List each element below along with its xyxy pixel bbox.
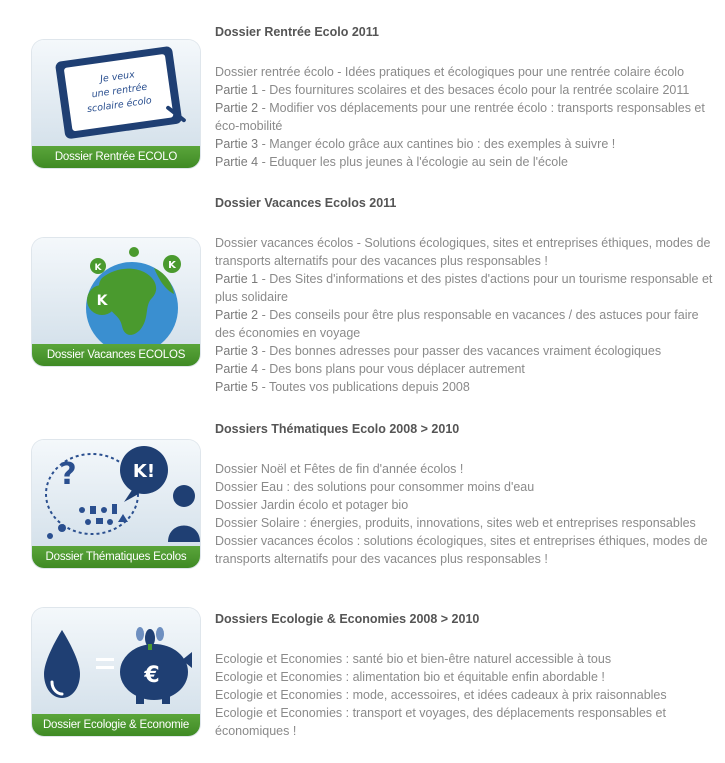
board-line-1: Je veux	[99, 69, 136, 85]
dossier-link-4[interactable]: Partie 4 - Des bons plans pour vous déplacer autrement	[215, 362, 525, 376]
dossier-vacances-thumbnail[interactable]	[32, 238, 200, 366]
dossier-title[interactable]: Dossier Vacances Ecolos 2011	[215, 196, 397, 210]
dossier-link-0[interactable]: Ecologie et Economies : santé bio et bien-être naturel accessible à tous	[215, 652, 612, 666]
dossier-link-5[interactable]: Partie 5 - Toutes vos publications depuis 2008	[215, 380, 470, 394]
dossier-link-1[interactable]: Dossier Eau : des solutions pour consommer moins d'eau	[215, 480, 535, 494]
thumbnail-caption: Dossier Ecologie & Economie	[32, 714, 200, 736]
dossier-link-2[interactable]: Dossier Jardin écolo et potager bio	[215, 498, 409, 512]
dossier-rentree-thumbnail[interactable]	[32, 40, 200, 168]
dossier-link-1[interactable]: Partie 1 - Des fournitures scolaires et des besaces écolo pour la rentrée scolaire 2011	[215, 83, 690, 97]
dossier-link-2[interactable]: Ecologie et Economies : mode, accessoires, et idées cadeaux à prix raisonnables	[215, 688, 667, 702]
dossier-link-1[interactable]: Ecologie et Economies : alimentation bio et équitable enfin abordable !	[215, 670, 605, 684]
dossier-title[interactable]: Dossier Rentrée Ecolo 2011	[215, 25, 379, 39]
dossier-link-3[interactable]: Partie 3 - Manger écolo grâce aux cantines bio : des exemples à suivre !	[215, 137, 616, 151]
dossier-link-0[interactable]: Dossier rentrée écolo - Idées pratiques et écologiques pour une rentrée colaire écolo	[215, 65, 685, 79]
thumbnail-caption: Dossier Vacances ECOLOS	[32, 344, 200, 366]
thumbnail-caption: Dossier Rentrée ECOLO	[32, 146, 200, 168]
piggy-bank-icon	[32, 608, 200, 718]
dossier-title[interactable]: Dossiers Thématiques Ecolo 2008 > 2010	[215, 422, 460, 436]
thumbnail-caption: Dossier Thématiques Ecolos	[32, 546, 200, 568]
svg-text:?: ?	[59, 457, 77, 492]
dossier-link-0[interactable]: Dossier vacances écolos - Solutions écologiques, sites et entreprises éthiques, modes de transports alternatifs pour des vacances plus responsables !	[215, 236, 711, 268]
chalkboard-icon	[32, 40, 200, 150]
dossier-link-2[interactable]: Partie 2 - Des conseils pour être plus responsable en vacances / des astuces pour faire des économies en voyage	[215, 308, 699, 340]
board-line-2: une rentrée	[90, 81, 148, 101]
globe-icon	[32, 238, 200, 348]
svg-text:K: K	[168, 260, 176, 271]
dossier-title[interactable]: Dossiers Ecologie & Economies 2008 > 2010	[215, 612, 480, 626]
dossier-link-0[interactable]: Dossier Noël et Fêtes de fin d'année écolos !	[215, 462, 464, 476]
dossier-economies-thumbnail[interactable]	[32, 608, 200, 736]
dossier-links	[215, 63, 720, 171]
svg-text:K!: K!	[132, 461, 156, 482]
svg-text:€: €	[144, 663, 160, 688]
speech-bubble-icon	[32, 440, 200, 550]
dossier-link-3[interactable]: Dossier Solaire : énergies, produits, innovations, sites web et entreprises responsables	[215, 516, 696, 530]
dossier-links	[215, 234, 720, 396]
dossier-thematiques-thumbnail[interactable]	[32, 440, 200, 568]
dossier-link-2[interactable]: Partie 2 - Modifier vos déplacements pour une rentrée écolo : transports responsables et éco-mobilité	[215, 101, 705, 133]
dossier-link-3[interactable]: Partie 3 - Des bonnes adresses pour passer des vacances vraiment écologiques	[215, 344, 662, 358]
board-line-3: scolaire écolo	[86, 95, 153, 116]
svg-text:K: K	[96, 293, 108, 309]
dossier-link-3[interactable]: Ecologie et Economies : transport et voyages, des déplacements responsables et économiques !	[215, 706, 666, 738]
dossier-links	[215, 460, 720, 568]
dossier-links	[215, 650, 720, 740]
dossier-link-4[interactable]: Dossier vacances écolos : solutions écologiques, sites et entreprises éthiques, modes de transports alternatifs pour des vacances plus responsables !	[215, 534, 708, 566]
dossier-link-4[interactable]: Partie 4 - Eduquer les plus jeunes à l'écologie au sein de l'école	[215, 155, 568, 169]
svg-text:K: K	[94, 263, 102, 273]
dossier-link-1[interactable]: Partie 1 - Des Sites d'informations et des pistes d'actions pour un tourisme responsable et plus solidaire	[215, 272, 713, 304]
